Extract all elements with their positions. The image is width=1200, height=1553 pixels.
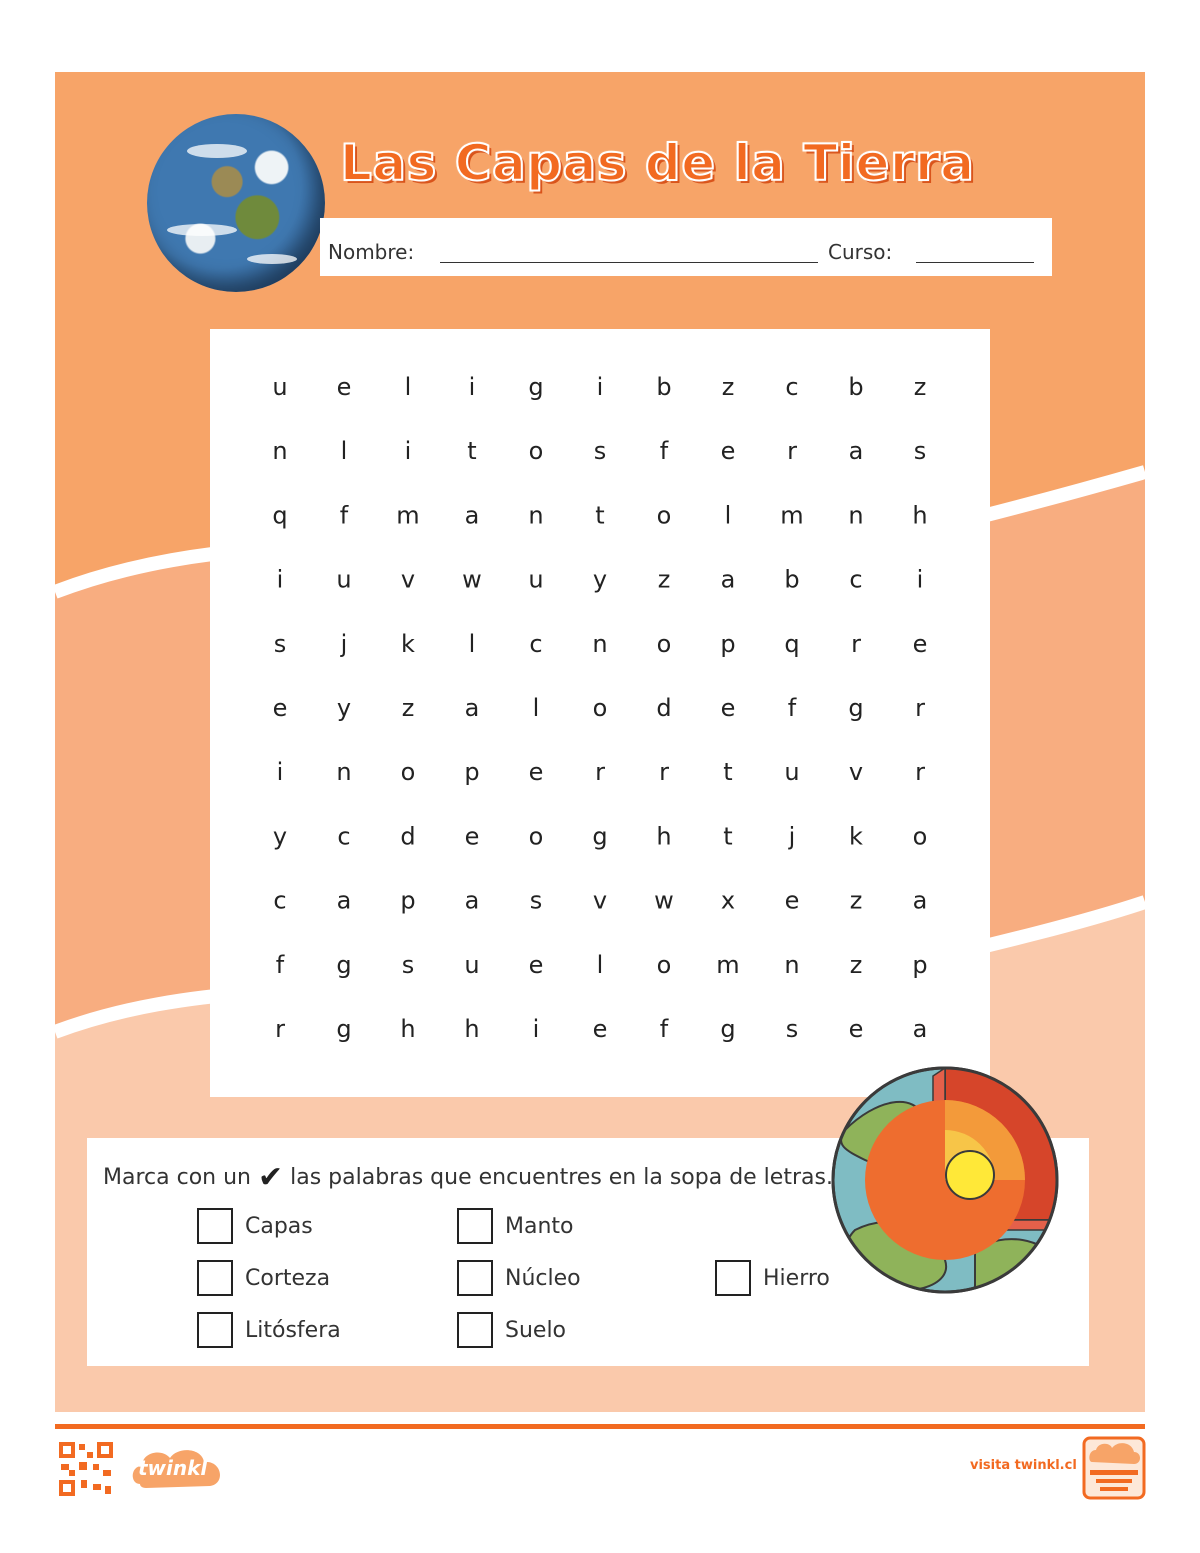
grid-letter[interactable]: u — [272, 373, 288, 401]
grid-letter[interactable]: i — [276, 565, 284, 594]
grid-letter[interactable]: d — [400, 822, 416, 851]
grid-letter[interactable]: i — [404, 437, 412, 466]
grid-letter[interactable]: v — [400, 565, 416, 594]
grid-letter[interactable]: e — [528, 950, 544, 979]
grid-letter[interactable]: l — [404, 373, 412, 401]
grid-letter[interactable]: z — [657, 565, 671, 594]
grid-letter[interactable]: n — [848, 501, 864, 530]
grid-letter[interactable]: p — [720, 629, 736, 658]
grid-letter[interactable]: z — [721, 373, 735, 401]
grid-letter[interactable]: u — [336, 565, 352, 594]
course-field[interactable] — [916, 262, 1034, 263]
instruction-start: Marca con un — [103, 1165, 251, 1190]
grid-letter[interactable]: r — [787, 437, 797, 466]
grid-letter[interactable]: s — [785, 1015, 799, 1043]
grid-letter[interactable]: l — [340, 437, 348, 466]
grid-letter[interactable]: e — [336, 373, 352, 401]
instruction-end: las palabras que encuentres en la sopa de letras. — [290, 1165, 833, 1190]
grid-letter[interactable]: o — [656, 629, 672, 658]
word-label: Litósfera — [245, 1318, 341, 1343]
grid-letter[interactable]: s — [529, 886, 543, 915]
grid-letter[interactable]: m — [780, 501, 804, 530]
grid-letter[interactable]: b — [848, 373, 864, 401]
grid-letter[interactable]: f — [659, 437, 669, 466]
checkmark-icon: ✔ — [257, 1160, 284, 1195]
grid-letter[interactable]: i — [916, 565, 924, 594]
grid-letter[interactable]: y — [592, 565, 608, 594]
cloud-shape — [247, 254, 297, 264]
grid-letter[interactable]: e — [848, 1015, 864, 1043]
grid-letter[interactable]: f — [787, 694, 797, 722]
word-label: Corteza — [245, 1266, 331, 1291]
grid-letter[interactable]: t — [723, 822, 733, 851]
grid-letter[interactable]: l — [724, 501, 732, 530]
grid-letter[interactable]: n — [784, 950, 800, 979]
grid-letter[interactable]: e — [720, 694, 736, 722]
grid-letter[interactable]: s — [913, 437, 927, 466]
grid-letter[interactable]: n — [272, 437, 288, 466]
grid-letter[interactable]: c — [849, 565, 863, 594]
grid-letter[interactable]: w — [462, 565, 482, 594]
grid-letter[interactable]: i — [468, 373, 476, 401]
checkbox[interactable] — [457, 1208, 493, 1244]
course-label: Curso: — [828, 240, 893, 264]
word-search-grid — [210, 329, 990, 1097]
grid-letter[interactable]: b — [656, 373, 672, 401]
grid-letter[interactable]: r — [851, 629, 861, 658]
grid-letter[interactable]: l — [468, 629, 476, 658]
grid-letter[interactable]: g — [848, 694, 864, 722]
letter-grid — [210, 329, 990, 1097]
earth-globe-icon — [147, 114, 325, 292]
grid-letter[interactable]: r — [915, 694, 925, 722]
grid-letter[interactable]: c — [273, 886, 287, 915]
grid-letter[interactable]: k — [401, 629, 415, 658]
checkbox[interactable] — [197, 1312, 233, 1348]
grid-letter[interactable]: g — [720, 1015, 736, 1043]
word-label: Suelo — [505, 1318, 567, 1343]
grid-letter[interactable]: g — [336, 1015, 352, 1043]
checkbox[interactable] — [715, 1260, 751, 1296]
grid-letter[interactable]: f — [275, 950, 285, 979]
grid-letter[interactable]: o — [528, 437, 544, 466]
grid-letter[interactable]: i — [532, 1015, 540, 1043]
grid-letter[interactable]: s — [593, 437, 607, 466]
grid-letter[interactable]: k — [849, 822, 863, 851]
word-label: Núcleo — [505, 1266, 581, 1291]
grid-letter[interactable]: f — [659, 1015, 669, 1043]
grid-letter[interactable]: j — [788, 822, 796, 851]
grid-letter[interactable]: p — [400, 886, 416, 915]
grid-letter[interactable]: h — [464, 1015, 480, 1043]
grid-letter[interactable]: e — [272, 694, 288, 722]
grid-letter[interactable]: c — [529, 629, 543, 658]
grid-letter[interactable]: w — [654, 886, 674, 915]
cloud-shape — [187, 144, 247, 158]
grid-letter[interactable]: r — [275, 1015, 285, 1043]
grid-letter[interactable]: z — [849, 886, 863, 915]
grid-letter[interactable]: a — [336, 886, 352, 915]
grid-letter[interactable]: f — [339, 501, 349, 530]
grid-letter[interactable]: s — [273, 629, 287, 658]
grid-letter[interactable]: o — [592, 694, 608, 722]
cloud-shape — [167, 224, 237, 236]
grid-letter[interactable]: a — [912, 1015, 928, 1043]
grid-letter[interactable]: r — [659, 758, 669, 787]
grid-letter[interactable]: t — [723, 758, 733, 787]
grid-letter[interactable]: e — [720, 437, 736, 466]
page-title: Las Capas de la Tierra — [340, 134, 975, 192]
checkbox[interactable] — [457, 1312, 493, 1348]
grid-letter[interactable]: z — [401, 694, 415, 722]
grid-letter[interactable]: n — [528, 501, 544, 530]
word-label: Hierro — [763, 1266, 830, 1291]
grid-letter[interactable]: y — [336, 694, 352, 722]
word-label: Capas — [245, 1214, 313, 1239]
grid-letter[interactable]: h — [912, 501, 928, 530]
grid-letter[interactable]: i — [276, 758, 284, 787]
grid-letter[interactable]: r — [595, 758, 605, 787]
grid-letter[interactable]: y — [272, 822, 288, 851]
checkbox[interactable] — [457, 1260, 493, 1296]
grid-letter[interactable]: n — [336, 758, 352, 787]
grid-letter[interactable]: a — [912, 886, 928, 915]
grid-letter[interactable]: b — [784, 565, 800, 594]
grid-letter[interactable]: o — [912, 822, 928, 851]
qr-code-icon — [57, 1440, 115, 1498]
grid-letter[interactable]: r — [915, 758, 925, 787]
grid-letter[interactable]: a — [848, 437, 864, 466]
grid-letter[interactable]: p — [912, 950, 928, 979]
grid-letter[interactable]: g — [528, 373, 544, 401]
grid-letter[interactable]: q — [784, 629, 800, 658]
site-link[interactable]: visita twinkl.cl — [970, 1458, 1077, 1473]
grid-letter[interactable]: x — [720, 886, 736, 915]
grid-letter[interactable]: a — [464, 694, 480, 722]
grid-letter[interactable]: e — [592, 1015, 608, 1043]
grid-letter[interactable]: z — [913, 373, 927, 401]
grid-letter[interactable]: d — [656, 694, 672, 722]
checkbox[interactable] — [197, 1208, 233, 1244]
grid-letter[interactable]: h — [656, 822, 672, 851]
grid-letter[interactable]: z — [849, 950, 863, 979]
grid-letter[interactable]: e — [528, 758, 544, 787]
grid-letter[interactable]: t — [595, 501, 605, 530]
grid-letter[interactable]: e — [912, 629, 928, 658]
checkbox[interactable] — [197, 1260, 233, 1296]
brand-name: twinkl — [138, 1456, 208, 1480]
grid-letter[interactable]: m — [716, 950, 740, 979]
footer-divider — [55, 1424, 1145, 1429]
name-label: Nombre: — [328, 240, 415, 264]
grid-letter[interactable]: s — [401, 950, 415, 979]
grid-letter[interactable]: o — [656, 501, 672, 530]
student-info-bar — [320, 218, 1052, 276]
grid-letter[interactable]: o — [400, 758, 416, 787]
grid-letter[interactable]: l — [532, 694, 540, 722]
grid-letter[interactable]: a — [464, 501, 480, 530]
grid-letter[interactable]: j — [340, 629, 348, 658]
grid-letter[interactable]: t — [467, 437, 477, 466]
grid-letter[interactable]: u — [784, 758, 800, 787]
grid-letter[interactable]: c — [337, 822, 351, 851]
word-label: Manto — [505, 1214, 574, 1239]
earth-layers-icon — [825, 1060, 1065, 1300]
grid-letter[interactable]: h — [400, 1015, 416, 1043]
grid-letter[interactable]: l — [596, 950, 604, 979]
name-field[interactable] — [440, 262, 818, 263]
grid-letter[interactable]: m — [396, 501, 420, 530]
grid-letter[interactable]: i — [596, 373, 604, 401]
grid-letter[interactable]: v — [848, 758, 864, 787]
grid-letter[interactable]: o — [656, 950, 672, 979]
grid-letter[interactable]: u — [464, 950, 480, 979]
grid-letter[interactable]: c — [785, 373, 799, 401]
grid-letter[interactable]: a — [720, 565, 736, 594]
grid-letter[interactable]: e — [784, 886, 800, 915]
grid-letter[interactable]: v — [592, 886, 608, 915]
instruction-text — [103, 1160, 833, 1195]
grid-letter[interactable]: a — [464, 886, 480, 915]
grid-letter[interactable]: p — [464, 758, 480, 787]
grid-letter[interactable]: q — [272, 501, 288, 530]
grid-letter[interactable]: g — [592, 822, 608, 851]
grid-letter[interactable]: g — [336, 950, 352, 979]
grid-letter[interactable]: n — [592, 629, 608, 658]
grid-letter[interactable]: o — [528, 822, 544, 851]
quality-badge-icon — [1082, 1436, 1146, 1500]
grid-letter[interactable]: u — [528, 565, 544, 594]
grid-letter[interactable]: e — [464, 822, 480, 851]
